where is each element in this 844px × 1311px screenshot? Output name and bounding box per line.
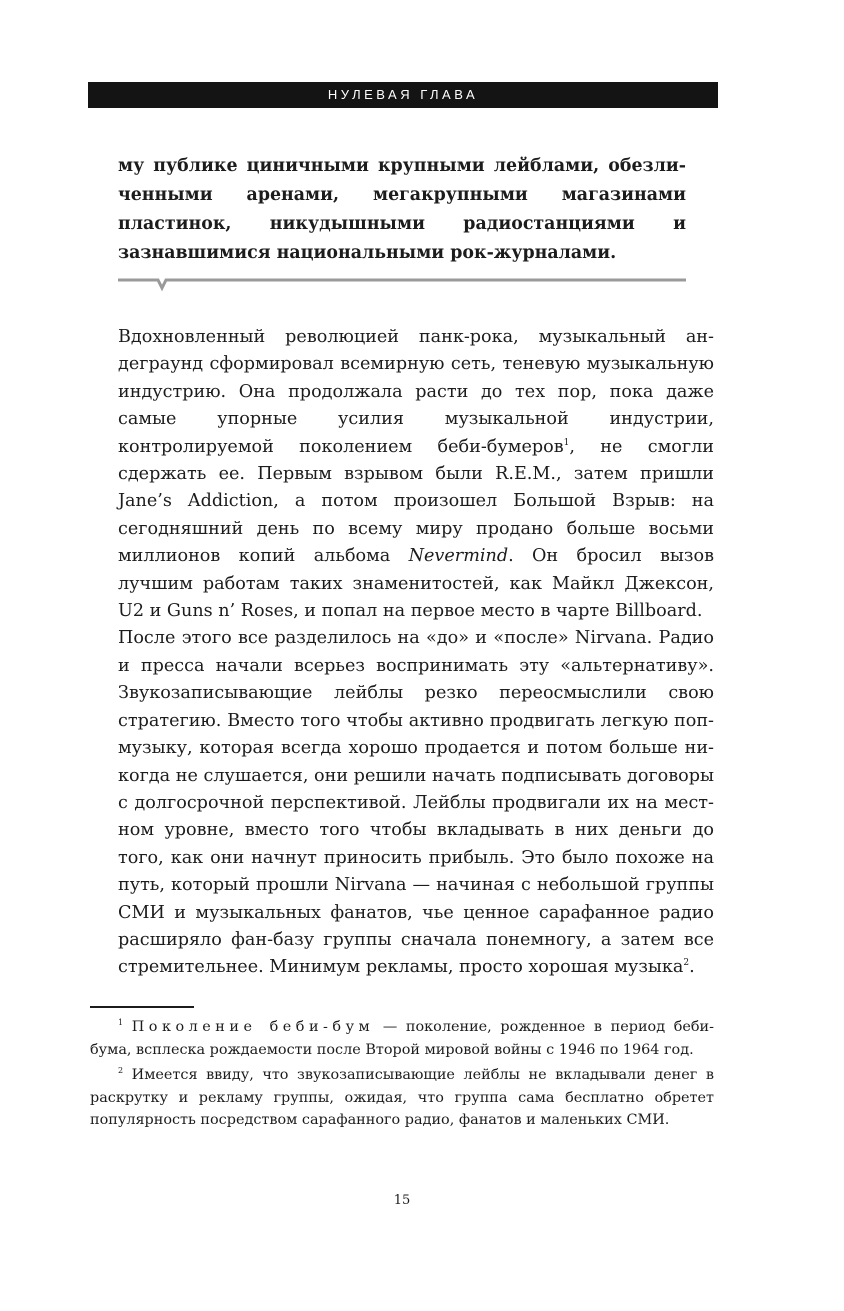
- footnote-2: [90, 1064, 714, 1132]
- body-text: [118, 324, 714, 982]
- footnote-1-number: 1: [118, 1018, 124, 1028]
- footnote-2-number: 2: [118, 1066, 124, 1076]
- chapter-header-bar: [88, 82, 718, 108]
- paragraph-2: [118, 625, 714, 981]
- footnote-ref-2: 2: [683, 958, 690, 969]
- footnote-1-text: — поколение, рожденное в период беби-бума, всплеска рождаемости после Второй мировой войны с 1946 по 1964 год.: [90, 1019, 714, 1058]
- paragraph-1-part1: Вдохновленный революцией панк-рока, музыкальный андеграунд сформировал всемирную сеть, теневую музыкальную индустрию. Она продолжала расти до тех пор, пока даже самые упорные усилия музыкальной индустрии, контролируемой поколением беби-бумеров: [118, 327, 714, 457]
- footnote-1-term: Поколение беби-бум: [131, 1019, 375, 1035]
- pull-quote: му публике циничными крупными лейблами, обезличенными аренами, мегакрупными магазинами пластинок, никудышными радиостанциями и зазнавшимися национальными рок-журналами.: [118, 156, 686, 263]
- footnote-separator: [90, 1006, 194, 1008]
- paragraph-2-part1: После этого все разделилось на «до» и «после» Nirvana. Радио и пресса начали всерьез воспринимать эту «альтернативу». Звукозаписывающие лейблы резко переосмыслили свою стратегию. Вместо того чтобы активно продвигать легкую поп-музыку, которая всегда хорошо продается и потом больше никогда не слушается, они решили начать подписывать договоры с долгосрочной перспективой. Лейблы продвигали их на местном уровне, вместо того чтобы вкладывать в них деньги до того, как они начнут приносить прибыль. Это было похоже на путь, который прошли Nirvana — начиная с небольшой группы СМИ и музыкальных фанатов, чье ценное сарафанное радио расширяло фан-базу группы сначала понемногу, а затем все стремительнее. Минимум рекламы, просто хорошая музыка: [118, 628, 714, 978]
- footnote-2-text: Имеется ввиду, что звукозаписывающие лейблы не вкладывали денег в раскрутку и рекламу группы, ожидая, что группа сама бесплатно обретет популярность посредством сарафанного радио, фанатов и маленьких СМИ.: [90, 1067, 714, 1128]
- paragraph-1-part2: , не смогли сдержать ее. Первым взрывом были R.E.M., затем пришли Jane’s Addiction, а потом произошел Большой Взрыв: на сегодняшний день по всему миру продано больше восьми миллионов копий альбома: [118, 436, 715, 567]
- paragraph-1: [118, 324, 714, 625]
- footnote-ref-1: 1: [563, 437, 570, 448]
- chapter-title: НУЛЕВАЯ ГЛАВА: [327, 87, 479, 102]
- pull-quote-divider: [118, 276, 686, 296]
- album-title: Nevermind: [408, 546, 509, 567]
- footnotes: [90, 1016, 714, 1132]
- page-number: 15: [393, 1193, 411, 1208]
- footnote-1: [90, 1016, 714, 1061]
- paragraph-2-part2: .: [689, 957, 695, 978]
- paragraph-1-part3: . Он бросил вызов лучшим работам таких знаменитостей, как Майкл Джексон, U2 и Guns n’ Roses, и попал на первое место в чарте Billboard.: [118, 546, 714, 622]
